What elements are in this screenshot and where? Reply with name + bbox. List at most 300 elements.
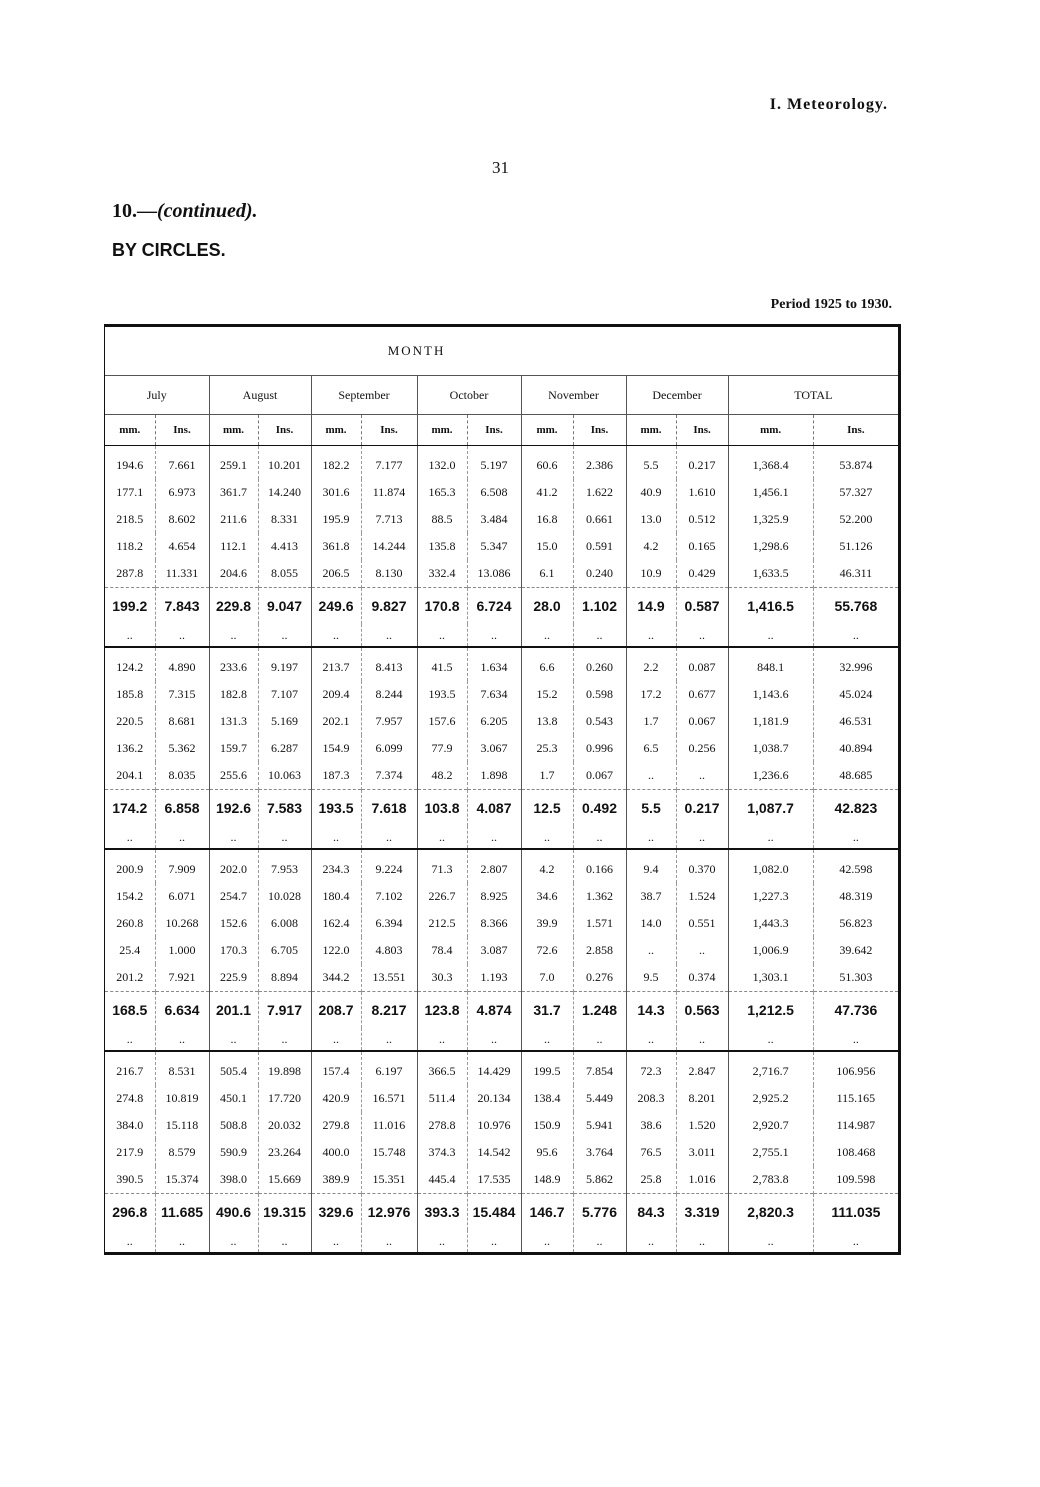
table-cell: 6.5: [626, 735, 676, 762]
table-cell: 590.9: [209, 1139, 258, 1166]
table-cell: 15.2: [521, 681, 573, 708]
placeholder-cell: ..: [417, 1230, 467, 1252]
table-cell: 1,006.9: [728, 937, 813, 964]
table-cell: 25.4: [119, 943, 141, 957]
table-cell: 15.0: [521, 533, 573, 560]
table-cell: 60.6: [521, 446, 573, 480]
unit-header: Ins.: [258, 415, 311, 446]
table-cell: 1.520: [676, 1112, 728, 1139]
average-cell: 28.0: [521, 588, 573, 625]
table-cell: 14.542: [467, 1139, 521, 1166]
table-cell: 3.764: [573, 1139, 626, 1166]
average-cell: 31.7: [521, 992, 573, 1029]
placeholder-cell: ..: [467, 1230, 521, 1252]
placeholder-cell: ..: [676, 1028, 728, 1051]
table-cell: 148.9: [521, 1166, 573, 1194]
table-cell: 384.0: [116, 1118, 144, 1132]
table-cell: 157.4: [311, 1051, 361, 1085]
table-cell: 182.8: [209, 681, 258, 708]
table-cell: 0.543: [573, 708, 626, 735]
table-cell: 38.6: [626, 1112, 676, 1139]
average-cell: 249.6: [311, 588, 361, 625]
table-cell: 216.7: [116, 1064, 144, 1078]
table-cell: 1,633.5: [728, 560, 813, 588]
average-cell: 192.6: [209, 790, 258, 827]
table-cell: 195.9: [311, 506, 361, 533]
table-row: [105, 1139, 898, 1166]
table-cell: 6.008: [258, 910, 311, 937]
table-cell: 0.677: [676, 681, 728, 708]
table-cell: 505.4: [209, 1051, 258, 1085]
table-cell: 0.661: [573, 506, 626, 533]
placeholder-cell: ..: [813, 624, 898, 647]
table-cell: 8.602: [155, 506, 209, 533]
average-cell: 14.3: [626, 992, 676, 1029]
table-cell: 6.508: [467, 479, 521, 506]
table-cell: 217.9: [116, 1145, 144, 1159]
table-cell: 0.429: [676, 560, 728, 588]
placeholder-cell: ..: [521, 624, 573, 647]
placeholder-row: [105, 826, 898, 849]
unit-header: Ins.: [155, 415, 209, 446]
table-cell: 13.551: [361, 964, 417, 992]
month-december: December: [626, 376, 728, 415]
placeholder-cell: ..: [676, 1230, 728, 1252]
average-cell: 42.823: [813, 790, 898, 827]
table-cell: 51.303: [813, 964, 898, 992]
table-cell: 2,925.2: [728, 1085, 813, 1112]
unit-header: mm.: [417, 415, 467, 446]
placeholder-cell: ..: [126, 1233, 133, 1248]
table-cell: 11.016: [361, 1112, 417, 1139]
table-cell: 17.720: [258, 1085, 311, 1112]
table-cell: ..: [676, 762, 728, 790]
table-cell: 16.8: [521, 506, 573, 533]
table-cell: 2,755.1: [728, 1139, 813, 1166]
average-cell: 3.319: [676, 1194, 728, 1231]
table-cell: 122.0: [311, 937, 361, 964]
table-cell: 3.087: [467, 937, 521, 964]
table-cell: 77.9: [417, 735, 467, 762]
table-cell: 15.374: [155, 1166, 209, 1194]
placeholder-cell: ..: [573, 826, 626, 849]
table-cell: 278.8: [417, 1112, 467, 1139]
table-cell: 9.4: [626, 849, 676, 883]
table-cell: 1.610: [676, 479, 728, 506]
placeholder-row: [105, 1230, 898, 1252]
table-cell: 1,298.6: [728, 533, 813, 560]
table-cell: 1,227.3: [728, 883, 813, 910]
average-cell: 1,087.7: [728, 790, 813, 827]
unit-header: Ins.: [676, 415, 728, 446]
placeholder-cell: ..: [467, 1028, 521, 1051]
placeholder-cell: ..: [105, 826, 155, 849]
average-row: [105, 790, 898, 827]
table-cell: 3.484: [467, 506, 521, 533]
table-cell: 7.315: [155, 681, 209, 708]
table-cell: 255.6: [209, 762, 258, 790]
unit-header: Ins.: [813, 415, 898, 446]
table-cell: 2,783.8: [728, 1166, 813, 1194]
placeholder-cell: ..: [626, 826, 676, 849]
table-cell: 279.8: [311, 1112, 361, 1139]
table-cell: 193.5: [417, 681, 467, 708]
table-cell: 16.571: [361, 1085, 417, 1112]
table-cell: 19.898: [258, 1051, 311, 1085]
table-cell: 5.362: [155, 735, 209, 762]
table-cell: 118.2: [116, 539, 144, 553]
table-cell: 115.165: [813, 1085, 898, 1112]
placeholder-cell: ..: [676, 624, 728, 647]
table-cell: 202.1: [311, 708, 361, 735]
table-row: [105, 762, 898, 790]
placeholder-cell: ..: [573, 1028, 626, 1051]
table-cell: 3.067: [467, 735, 521, 762]
table-row: [105, 1051, 898, 1085]
units-row: [105, 415, 898, 446]
table-cell: 6.099: [361, 735, 417, 762]
table-row: [105, 681, 898, 708]
placeholder-cell: ..: [155, 826, 209, 849]
table-cell: 0.591: [573, 533, 626, 560]
placeholder-cell: ..: [521, 1230, 573, 1252]
placeholder-cell: ..: [105, 1028, 155, 1051]
table-cell: 10.201: [258, 446, 311, 480]
table-cell: 8.894: [258, 964, 311, 992]
table-cell: 88.5: [417, 506, 467, 533]
table-row: [105, 533, 898, 560]
average-cell: 6.858: [155, 790, 209, 827]
table-cell: 0.067: [573, 762, 626, 790]
table-cell: 187.3: [311, 762, 361, 790]
average-cell: 9.047: [258, 588, 311, 625]
table-cell: 1.634: [467, 647, 521, 681]
table-cell: 10.9: [626, 560, 676, 588]
table-cell: 361.7: [209, 479, 258, 506]
month-heading: MONTH: [105, 327, 728, 376]
table-cell: 0.551: [676, 910, 728, 937]
table-cell: 287.8: [116, 566, 144, 580]
table-cell: 226.7: [417, 883, 467, 910]
placeholder-cell: ..: [417, 1028, 467, 1051]
table-cell: 389.9: [311, 1166, 361, 1194]
table-row: [105, 479, 898, 506]
table-cell: 7.102: [361, 883, 417, 910]
average-cell: 329.6: [311, 1194, 361, 1231]
table-cell: 53.874: [813, 446, 898, 480]
table-cell: 95.6: [521, 1139, 573, 1166]
table-cell: 0.240: [573, 560, 626, 588]
table-cell: 5.197: [467, 446, 521, 480]
table-cell: 10.063: [258, 762, 311, 790]
table-cell: 10.028: [258, 883, 311, 910]
table-cell: 0.996: [573, 735, 626, 762]
table-cell: 14.244: [361, 533, 417, 560]
table-cell: 114.987: [813, 1112, 898, 1139]
table-cell: 8.331: [258, 506, 311, 533]
average-cell: 84.3: [626, 1194, 676, 1231]
average-cell: 7.583: [258, 790, 311, 827]
average-cell: 5.5: [626, 790, 676, 827]
month-october: October: [417, 376, 521, 415]
average-cell: 1,212.5: [728, 992, 813, 1029]
placeholder-cell: ..: [573, 624, 626, 647]
table-cell: 0.370: [676, 849, 728, 883]
table-row: [105, 937, 898, 964]
average-cell: 4.874: [467, 992, 521, 1029]
table-cell: 17.535: [467, 1166, 521, 1194]
table-body: [105, 446, 898, 1253]
average-cell: 103.8: [417, 790, 467, 827]
table-cell: 1,443.3: [728, 910, 813, 937]
average-cell: 208.7: [311, 992, 361, 1029]
table-cell: 46.311: [813, 560, 898, 588]
table-cell: 8.531: [155, 1051, 209, 1085]
table-cell: 4.2: [626, 533, 676, 560]
table-cell: 218.5: [116, 512, 144, 526]
table-cell: 1,143.6: [728, 681, 813, 708]
placeholder-cell: ..: [311, 826, 361, 849]
placeholder-cell: ..: [155, 1028, 209, 1051]
table-cell: 177.1: [116, 485, 144, 499]
table-cell: 154.2: [116, 889, 144, 903]
average-cell: 7.917: [258, 992, 311, 1029]
table-cell: ..: [626, 762, 676, 790]
table-cell: 2.2: [626, 647, 676, 681]
table-cell: 7.661: [155, 446, 209, 480]
unit-header: mm.: [521, 415, 573, 446]
table-cell: 7.177: [361, 446, 417, 480]
table-cell: 332.4: [417, 560, 467, 588]
placeholder-cell: ..: [467, 826, 521, 849]
placeholder-row: [105, 1028, 898, 1051]
table-cell: 8.130: [361, 560, 417, 588]
table-cell: 109.598: [813, 1166, 898, 1194]
table-row: [105, 1112, 898, 1139]
table-cell: 78.4: [417, 937, 467, 964]
table-cell: 8.579: [155, 1139, 209, 1166]
table-cell: 6.394: [361, 910, 417, 937]
table-number-label: 10.—: [112, 200, 157, 222]
average-cell: 7.618: [361, 790, 417, 827]
table-cell: 40.894: [813, 735, 898, 762]
average-cell: 1.248: [573, 992, 626, 1029]
average-cell: 12.5: [521, 790, 573, 827]
table-cell: 344.2: [311, 964, 361, 992]
unit-header: mm.: [626, 415, 676, 446]
unit-header: Ins.: [361, 415, 417, 446]
average-cell: 8.217: [361, 992, 417, 1029]
table-cell: 15.118: [155, 1112, 209, 1139]
table-cell: 209.4: [311, 681, 361, 708]
table-cell: 0.512: [676, 506, 728, 533]
placeholder-cell: ..: [155, 624, 209, 647]
table-cell: 5.449: [573, 1085, 626, 1112]
table-cell: 9.5: [626, 964, 676, 992]
average-cell: 9.827: [361, 588, 417, 625]
table-row: [105, 849, 898, 883]
table-cell: 212.5: [417, 910, 467, 937]
table-cell: 301.6: [311, 479, 361, 506]
table-cell: 1.193: [467, 964, 521, 992]
table-cell: 45.024: [813, 681, 898, 708]
table-cell: 2,920.7: [728, 1112, 813, 1139]
placeholder-cell: ..: [105, 624, 155, 647]
table-cell: 6.287: [258, 735, 311, 762]
table-cell: 234.3: [311, 849, 361, 883]
table-cell: 1.000: [155, 937, 209, 964]
table-cell: 14.0: [626, 910, 676, 937]
table-cell: 445.4: [417, 1166, 467, 1194]
table-cell: 1.524: [676, 883, 728, 910]
month-september: September: [311, 376, 417, 415]
table-cell: 1,236.6: [728, 762, 813, 790]
table-cell: 41.2: [521, 479, 573, 506]
table-cell: 136.2: [116, 741, 144, 755]
table-cell: 13.0: [626, 506, 676, 533]
table-cell: 1,325.9: [728, 506, 813, 533]
table-subtitle: BY CIRCLES.: [112, 240, 226, 260]
unit-header: Ins.: [573, 415, 626, 446]
table-cell: 508.8: [209, 1112, 258, 1139]
table-cell: 46.531: [813, 708, 898, 735]
table-cell: 2.858: [573, 937, 626, 964]
month-august: August: [209, 376, 311, 415]
table-cell: 2.807: [467, 849, 521, 883]
table-cell: 32.996: [813, 647, 898, 681]
table-continued: (continued).: [157, 200, 258, 222]
table-cell: 848.1: [728, 647, 813, 681]
table-cell: 1,082.0: [728, 849, 813, 883]
table-cell: 159.7: [209, 735, 258, 762]
table-cell: 39.9: [521, 910, 573, 937]
table-cell: 72.3: [626, 1051, 676, 1085]
table-cell: 390.5: [116, 1172, 144, 1186]
table-cell: 0.598: [573, 681, 626, 708]
table-cell: 30.3: [417, 964, 467, 992]
placeholder-cell: ..: [361, 624, 417, 647]
placeholder-cell: ..: [155, 1230, 209, 1252]
table-cell: 15.748: [361, 1139, 417, 1166]
average-cell: 123.8: [417, 992, 467, 1029]
table-cell: 7.374: [361, 762, 417, 790]
table-cell: 13.086: [467, 560, 521, 588]
table-cell: 8.201: [676, 1085, 728, 1112]
average-cell: 201.1: [209, 992, 258, 1029]
placeholder-cell: ..: [813, 826, 898, 849]
table-cell: 1.7: [626, 708, 676, 735]
placeholder-cell: ..: [311, 624, 361, 647]
table-cell: 25.3: [521, 735, 573, 762]
table-cell: 7.854: [573, 1051, 626, 1085]
month-names-row: [105, 376, 898, 415]
table-cell: 10.976: [467, 1112, 521, 1139]
placeholder-cell: ..: [258, 1230, 311, 1252]
table-cell: 5.941: [573, 1112, 626, 1139]
table-cell: 157.6: [417, 708, 467, 735]
table-cell: 162.4: [311, 910, 361, 937]
table-cell: ..: [626, 937, 676, 964]
placeholder-cell: ..: [521, 1028, 573, 1051]
table-cell: 1,038.7: [728, 735, 813, 762]
table-cell: 8.925: [467, 883, 521, 910]
table-cell: 2,716.7: [728, 1051, 813, 1085]
average-cell: 19.315: [258, 1194, 311, 1231]
table-cell: 185.8: [116, 687, 144, 701]
table-cell: 204.6: [209, 560, 258, 588]
table-cell: 1,456.1: [728, 479, 813, 506]
table-cell: 40.9: [626, 479, 676, 506]
table-cell: 51.126: [813, 533, 898, 560]
table-cell: 108.468: [813, 1139, 898, 1166]
table-cell: 9.224: [361, 849, 417, 883]
table-cell: 5.347: [467, 533, 521, 560]
table-cell: 15.351: [361, 1166, 417, 1194]
average-cell: 146.7: [521, 1194, 573, 1231]
table-cell: 225.9: [209, 964, 258, 992]
table-cell: 6.6: [521, 647, 573, 681]
average-cell: 6.724: [467, 588, 521, 625]
table-cell: 6.197: [361, 1051, 417, 1085]
average-cell: 0.492: [573, 790, 626, 827]
table-cell: 0.087: [676, 647, 728, 681]
table-cell: 1.622: [573, 479, 626, 506]
table-cell: 274.8: [116, 1091, 144, 1105]
rainfall-grid: [105, 327, 898, 1252]
table-cell: 165.3: [417, 479, 467, 506]
table-cell: 204.1: [116, 768, 144, 782]
placeholder-cell: ..: [573, 1230, 626, 1252]
table-cell: 41.5: [417, 647, 467, 681]
placeholder-cell: ..: [626, 1230, 676, 1252]
table-cell: 17.2: [626, 681, 676, 708]
table-cell: 150.9: [521, 1112, 573, 1139]
rainfall-table: [104, 324, 901, 1255]
table-cell: 374.3: [417, 1139, 467, 1166]
table-cell: 13.8: [521, 708, 573, 735]
table-cell: 2.847: [676, 1051, 728, 1085]
table-cell: 8.366: [467, 910, 521, 937]
table-cell: 42.598: [813, 849, 898, 883]
table-cell: 7.921: [155, 964, 209, 992]
unit-header: mm.: [209, 415, 258, 446]
placeholder-cell: ..: [417, 826, 467, 849]
table-cell: 39.642: [813, 937, 898, 964]
table-cell: 48.2: [417, 762, 467, 790]
period-label: Period 1925 to 1930.: [770, 297, 892, 312]
table-cell: 194.6: [116, 458, 144, 472]
page-number: 31: [492, 158, 509, 177]
placeholder-cell: ..: [209, 1230, 258, 1252]
placeholder-cell: ..: [209, 624, 258, 647]
month-july: July: [105, 376, 209, 415]
placeholder-cell: ..: [521, 826, 573, 849]
table-cell: 72.6: [521, 937, 573, 964]
table-cell: 8.413: [361, 647, 417, 681]
table-cell: 206.5: [311, 560, 361, 588]
table-cell: 4.890: [155, 647, 209, 681]
average-cell: 0.217: [676, 790, 728, 827]
table-cell: 208.3: [626, 1085, 676, 1112]
table-cell: 1.7: [521, 762, 573, 790]
average-cell: 12.976: [361, 1194, 417, 1231]
average-cell: 174.2: [105, 790, 155, 827]
table-cell: 132.0: [417, 446, 467, 480]
table-cell: 112.1: [209, 533, 258, 560]
average-cell: 393.3: [417, 1194, 467, 1231]
average-cell: 0.587: [676, 588, 728, 625]
table-cell: 8.055: [258, 560, 311, 588]
